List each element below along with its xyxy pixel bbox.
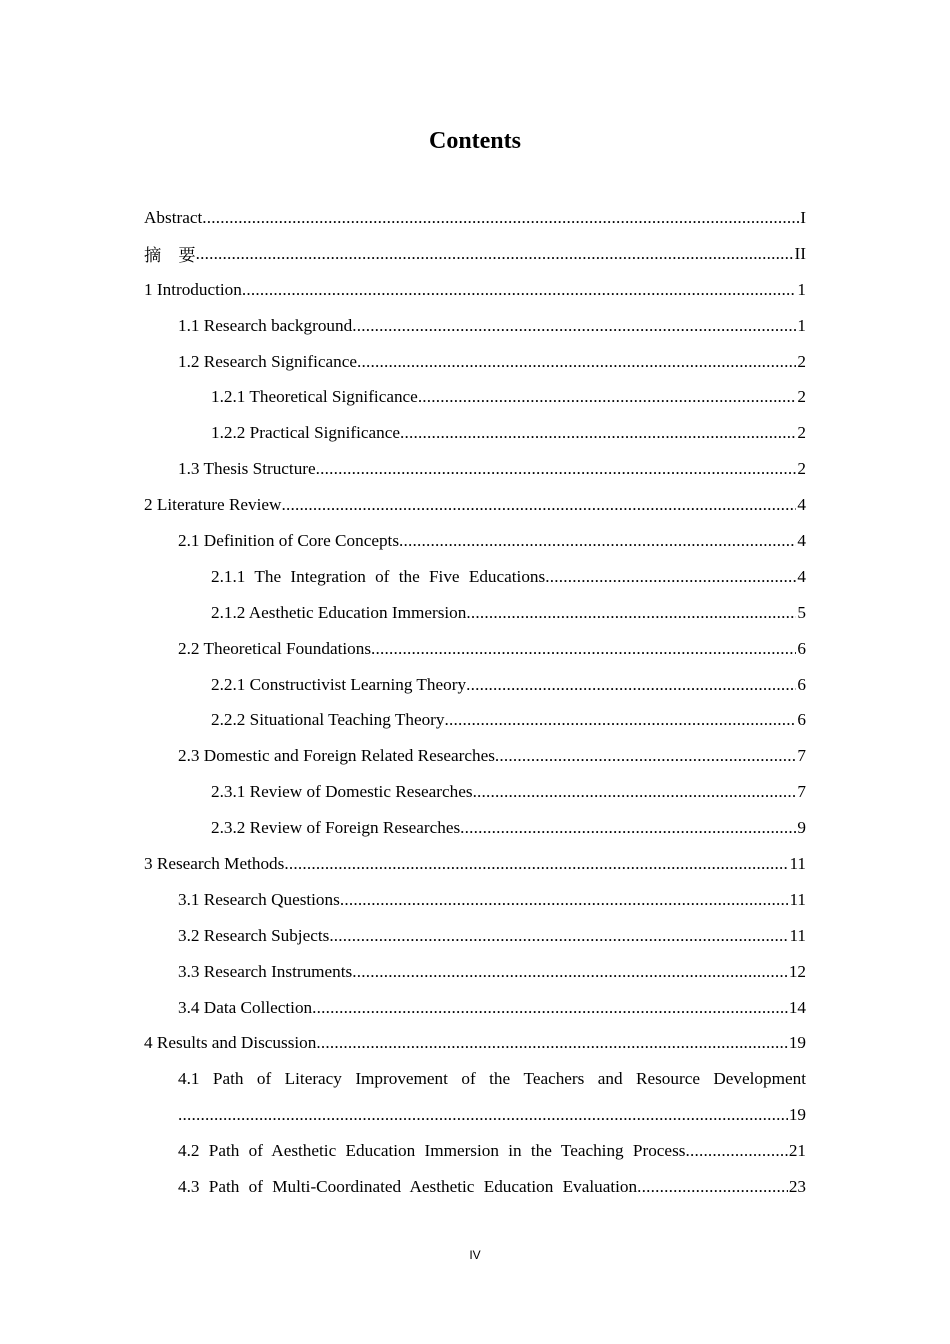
toc-entry-title-word: Literacy: [284, 1069, 342, 1089]
toc-entry-title-word: Improvement: [355, 1069, 448, 1089]
toc-entry-title-word: Development: [713, 1069, 806, 1089]
toc-entry-title: Abstract: [144, 207, 203, 227]
toc-entry-section-3-2[interactable]: [144, 918, 806, 954]
toc-entry-page: 7: [797, 746, 806, 766]
toc-leader-dots: [400, 423, 796, 443]
toc-entry-page: 6: [797, 674, 806, 694]
toc-entry-section-1-2[interactable]: [144, 344, 806, 380]
toc-leader-dots: [352, 962, 788, 982]
toc-leader-dots: [445, 710, 797, 730]
toc-entry-page: 2: [797, 351, 806, 371]
toc-entry-section-2-2[interactable]: [144, 631, 806, 667]
toc-entry-page: II: [794, 243, 806, 263]
toc-entry-title: 4 Results and Discussion: [144, 1033, 317, 1053]
toc-entry-section-4-2[interactable]: [144, 1133, 806, 1169]
toc-entry-section-2-1[interactable]: [144, 523, 806, 559]
toc-entry-title-word: of: [461, 1069, 476, 1089]
toc-entry-section-1-3[interactable]: [144, 451, 806, 487]
toc-entry-title: 4.3 Path of Multi-Coordinated Aesthetic Education Evaluation: [178, 1176, 638, 1196]
toc-leader-dots: [399, 531, 796, 551]
toc-entry-title: 1.2.1 Theoretical Significance: [211, 387, 418, 407]
toc-entry-page: I: [800, 207, 806, 227]
toc-entry-section-3-4[interactable]: [144, 990, 806, 1026]
toc-entry-page: 2: [797, 387, 806, 407]
toc-leader-dots: [329, 926, 788, 946]
toc-entry-title-word: of: [256, 1069, 272, 1089]
toc-entry-section-2-3[interactable]: [144, 738, 806, 774]
toc-entry-section-1-2-1[interactable]: [144, 379, 806, 415]
toc-entry-title: 摘 要: [144, 246, 196, 266]
toc-leader-dots: [357, 352, 796, 372]
toc-entry-title: 2.1.2 Aesthetic Education Immersion: [211, 602, 467, 622]
toc-entry-title: 3 Research Methods: [144, 853, 285, 873]
toc-entry-title: 2.2 Theoretical Foundations: [178, 638, 372, 658]
toc-entry-section-2-3-1[interactable]: [144, 774, 806, 810]
toc-leader-dots: [202, 208, 799, 228]
toc-leader-dots: [316, 459, 797, 479]
toc-leader-dots: [242, 280, 797, 300]
toc-entry-section-1-1[interactable]: [144, 308, 806, 344]
toc-entry-page: 4: [797, 566, 806, 586]
toc-entry-page: 2: [797, 423, 806, 443]
toc-entry-section-3-3[interactable]: [144, 954, 806, 990]
toc-entry-page: 2: [797, 459, 806, 479]
toc-entry-title-word: and: [597, 1069, 623, 1089]
toc-entry-title: 2.1 Definition of Core Concepts: [178, 530, 400, 550]
toc-entry-section-2-2-1[interactable]: [144, 667, 806, 703]
toc-entry-page: 6: [797, 638, 806, 658]
toc-entry-title: 1.2.2 Practical Significance: [211, 423, 400, 443]
toc-entry-page: 4: [797, 495, 806, 515]
toc-leader-dots: [316, 1033, 787, 1053]
toc-entry-title: 1.2 Research Significance: [178, 351, 357, 371]
toc-entry-page: 14: [788, 997, 806, 1017]
toc-entry-title: 2 Literature Review: [144, 495, 282, 515]
toc-leader-dots: [371, 639, 796, 659]
toc-leader-dots: [196, 244, 794, 264]
toc-entry-title: 2.3 Domestic and Foreign Related Researches: [178, 746, 495, 766]
toc-entry-page: 7: [797, 782, 806, 802]
toc-entry-chapter-3[interactable]: [144, 846, 806, 882]
toc-entry-chapter-4[interactable]: [144, 1025, 806, 1061]
toc-leader-dots: [466, 675, 796, 695]
toc-entry-title: 3.1 Research Questions: [178, 889, 340, 909]
toc-entry-title: 1.3 Thesis Structure: [178, 459, 316, 479]
toc-entry-title: 2.3.1 Review of Domestic Researches: [211, 782, 473, 802]
toc-entry-page: 9: [797, 818, 806, 838]
toc-entry-section-4-3[interactable]: [144, 1169, 806, 1205]
toc-entry-title: 2.1.1 The Integration of the Five Educations: [211, 566, 546, 586]
toc-entry-page: 1: [797, 315, 806, 335]
toc-leader-dots: [685, 1141, 787, 1161]
toc-leader-dots: [460, 818, 796, 838]
toc-leader-dots: [312, 998, 788, 1018]
toc-leader-dots: [545, 567, 796, 587]
toc-entry-title: 3.4 Data Collection: [178, 997, 313, 1017]
toc-leader-dots: [352, 316, 796, 336]
toc-entry-abstract[interactable]: [144, 200, 806, 236]
toc-entry-section-2-1-1[interactable]: [144, 559, 806, 595]
toc-entry-section-1-2-2[interactable]: [144, 415, 806, 451]
toc-entry-page: 6: [797, 710, 806, 730]
footer-page-number: IV: [469, 1248, 481, 1262]
toc-leader-dots: [418, 387, 797, 407]
toc-entry-page: 11: [789, 925, 806, 945]
toc-entry-section-3-1[interactable]: [144, 882, 806, 918]
toc-entry-title-word: Resource: [636, 1069, 700, 1089]
toc-leader-dots: [340, 890, 789, 910]
page-title: Contents: [428, 128, 521, 154]
toc-entry-title: 2.2.2 Situational Teaching Theory: [211, 710, 445, 730]
toc-entry-title-word: Path: [212, 1069, 244, 1089]
toc-entry-section-2-2-2[interactable]: [144, 702, 806, 738]
toc-entry-page: 11: [789, 889, 806, 909]
toc-entry-page: 1: [797, 279, 806, 299]
toc-entry-section-2-1-2[interactable]: [144, 595, 806, 631]
toc-entry-title-word: Teachers: [523, 1069, 585, 1089]
toc-entry-title: 1 Introduction: [144, 279, 242, 299]
toc-leader-dots: [466, 603, 796, 623]
toc-leader-dots: [178, 1105, 788, 1125]
toc-entry-page: 4: [797, 530, 806, 550]
toc-entry-title: 1.1 Research background: [178, 315, 353, 335]
toc-entry-title: 4.2 Path of Aesthetic Education Immersion in the Teaching Process: [178, 1141, 686, 1161]
toc-entry-page: 21: [788, 1141, 806, 1161]
toc-entry-title: 3.3 Research Instruments: [178, 961, 353, 981]
toc-entry-page: 5: [797, 602, 806, 622]
table-of-contents: [144, 200, 806, 1205]
toc-entry-chapter-2[interactable]: [144, 487, 806, 523]
toc-entry-section-4-1[interactable]: [144, 1061, 806, 1097]
toc-entry-page: 12: [788, 961, 806, 981]
toc-leader-dots: [281, 495, 796, 515]
toc-entry-chinese-abstract[interactable]: [144, 236, 806, 272]
toc-entry-chapter-1[interactable]: [144, 272, 806, 308]
toc-entry-title-word: 4.1: [178, 1069, 200, 1089]
toc-entry-title: 2.2.1 Constructivist Learning Theory: [211, 674, 467, 694]
toc-entry-page: 23: [788, 1176, 806, 1196]
toc-entry-section-4-1-continued[interactable]: [144, 1097, 806, 1133]
toc-entry-title-word: the: [489, 1069, 511, 1089]
toc-entry-page: 19: [788, 1105, 806, 1125]
toc-entry-section-2-3-2[interactable]: [144, 810, 806, 846]
toc-entry-title: 2.3.2 Review of Foreign Researches: [211, 818, 461, 838]
toc-leader-dots: [495, 746, 796, 766]
toc-entry-page: 19: [788, 1033, 806, 1053]
toc-leader-dots: [284, 854, 788, 874]
toc-entry-page: 11: [789, 853, 806, 873]
toc-entry-title: 3.2 Research Subjects: [178, 925, 330, 945]
toc-leader-dots: [473, 782, 797, 802]
toc-leader-dots: [637, 1177, 788, 1197]
